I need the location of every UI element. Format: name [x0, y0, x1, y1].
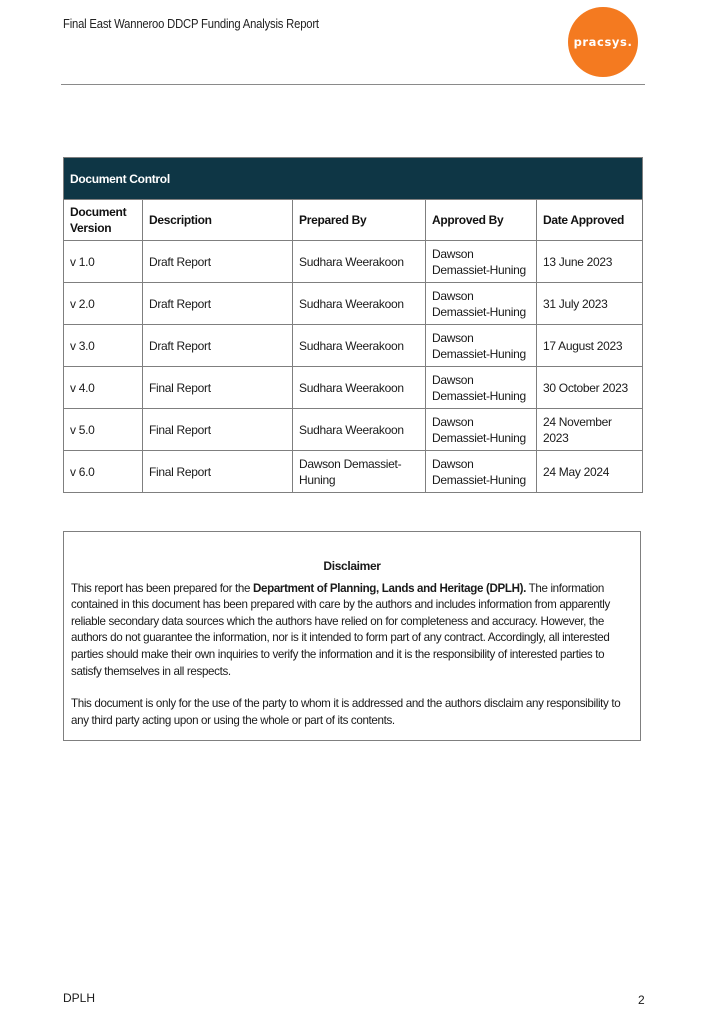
cell-prepared-by: Sudhara Weerakoon: [293, 241, 426, 283]
footer-client: DPLH: [63, 991, 96, 1005]
table-row: [64, 325, 643, 367]
column-header-version: Document Version: [64, 200, 143, 241]
pracsys-logo: [568, 7, 638, 77]
document-header-title: Final East Wanneroo DDCP Funding Analysis Report: [63, 17, 319, 31]
cell-approved-by: Dawson Demassiet-Huning: [426, 325, 537, 367]
cell-version: v 1.0: [64, 241, 143, 283]
cell-approved-by: Dawson Demassiet-Huning: [426, 409, 537, 451]
cell-description: Draft Report: [143, 325, 293, 367]
cell-version: v 6.0: [64, 451, 143, 493]
document-control-table: [63, 157, 643, 493]
document-control-title: Document Control: [64, 158, 643, 200]
cell-description: Final Report: [143, 451, 293, 493]
logo-text: pracsys.: [573, 35, 633, 49]
table-header-row: [64, 200, 643, 241]
cell-approved-by: Dawson Demassiet-Huning: [426, 451, 537, 493]
cell-date-approved: 17 August 2023: [537, 325, 643, 367]
disclaimer-paragraph-1: [71, 581, 633, 681]
cell-prepared-by: Sudhara Weerakoon: [293, 283, 426, 325]
cell-date-approved: 24 May 2024: [537, 451, 643, 493]
cell-approved-by: Dawson Demassiet-Huning: [426, 283, 537, 325]
cell-date-approved: 30 October 2023: [537, 367, 643, 409]
page-number: 2: [638, 993, 645, 1007]
cell-prepared-by: Sudhara Weerakoon: [293, 409, 426, 451]
table-row: [64, 409, 643, 451]
disclaimer-text: The information contained in this document has been prepared with care by the authors and includes information from apparently reliable secondary data sources which the authors have relied on for completeness and accuracy. However, the authors do not guarantee the information, nor is it intended to form part of any contract. Accordingly, all interested parties should make their own inquiries to verify the information and it is the responsibility of interested parties to satisfy themselves in all respects.: [71, 581, 610, 678]
cell-version: v 5.0: [64, 409, 143, 451]
header-divider: [61, 84, 645, 85]
disclaimer-text: This report has been prepared for the: [71, 581, 253, 595]
column-header-description: Description: [143, 200, 293, 241]
column-header-prepared-by: Prepared By: [293, 200, 426, 241]
disclaimer-client-name: Department of Planning, Lands and Heritage (DPLH).: [252, 581, 526, 595]
cell-version: v 3.0: [64, 325, 143, 367]
table-row: [64, 451, 643, 493]
cell-prepared-by: Sudhara Weerakoon: [293, 367, 426, 409]
cell-prepared-by: Dawson Demassiet-Huning: [293, 451, 426, 493]
cell-date-approved: 24 November 2023: [537, 409, 643, 451]
cell-description: Draft Report: [143, 241, 293, 283]
cell-approved-by: Dawson Demassiet-Huning: [426, 241, 537, 283]
table-row: [64, 241, 643, 283]
cell-date-approved: 13 June 2023: [537, 241, 643, 283]
cell-description: Final Report: [143, 409, 293, 451]
cell-description: Draft Report: [143, 283, 293, 325]
cell-description: Final Report: [143, 367, 293, 409]
cell-version: v 2.0: [64, 283, 143, 325]
disclaimer-box: [63, 531, 641, 741]
disclaimer-paragraph-2: This document is only for the use of the party to whom it is addressed and the authors disclaim any responsibility to any third party acting upon or using the whole or part of its contents.: [71, 697, 621, 727]
disclaimer-title: Disclaimer: [323, 559, 381, 573]
column-header-approved-by: Approved By: [426, 200, 537, 241]
cell-prepared-by: Sudhara Weerakoon: [293, 325, 426, 367]
cell-version: v 4.0: [64, 367, 143, 409]
cell-approved-by: Dawson Demassiet-Huning: [426, 367, 537, 409]
table-row: [64, 283, 643, 325]
cell-date-approved: 31 July 2023: [537, 283, 643, 325]
column-header-date-approved: Date Approved: [537, 200, 643, 241]
table-row: [64, 367, 643, 409]
